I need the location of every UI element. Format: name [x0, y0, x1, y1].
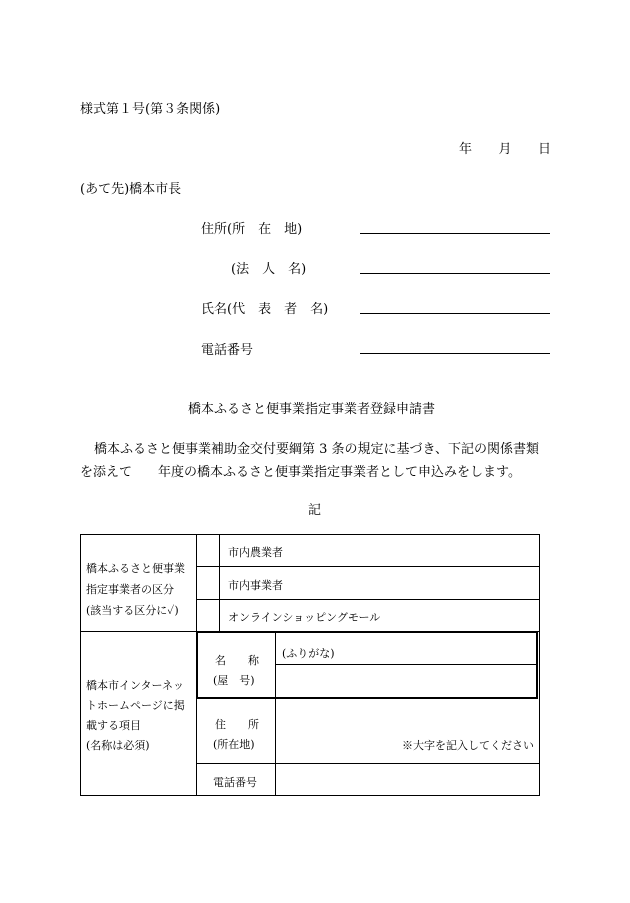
category-label: 橋本ふるさと便事業 指定事業者の区分 (該当する区分に✓)	[86, 562, 185, 617]
category-item-online-mall: オンラインショッピングモール	[228, 611, 381, 624]
table-border-bottom	[80, 795, 540, 796]
year-label: 年	[459, 142, 473, 157]
ki-label: 記	[308, 503, 322, 518]
lower-col-divider	[275, 699, 276, 796]
body-line-2: を添えて 年度の橋本ふるさと便事業指定事業者として申込みをします。	[80, 465, 521, 480]
category-row-divider-2	[196, 599, 540, 600]
day-label: 日	[537, 142, 551, 157]
representative-label: 氏名(代 表 者 名)	[201, 302, 329, 317]
phone-row-divider	[196, 763, 540, 764]
furigana-divider	[275, 664, 537, 665]
listing-label: 橋本市インターネッ トホームページに掲 載する項目 (名称は必須)	[86, 679, 185, 752]
table-border-right	[539, 534, 540, 796]
address-row-label-bottom: (所在地)	[213, 738, 255, 751]
table-border-top	[80, 534, 540, 535]
address-input-line[interactable]	[360, 233, 550, 234]
category-item-farmer: 市内農業者	[228, 546, 283, 559]
corp-name-label: (法 人 名)	[231, 262, 307, 277]
phone-label: 電話番号	[201, 343, 254, 358]
category-item-business: 市内事業者	[228, 579, 283, 592]
date-line	[459, 138, 551, 157]
name-label-bottom: (屋 号)	[213, 674, 255, 687]
corp-name-input-line[interactable]	[360, 273, 550, 274]
category-checkbox-cell-3[interactable]	[197, 600, 219, 631]
phone-input-line[interactable]	[360, 353, 550, 354]
addressee: (あて先)橋本市長	[80, 182, 182, 197]
furigana-label: (ふりがな)	[282, 647, 335, 660]
body-line-1: 橋本ふるさと便事業補助金交付要綱第 3 条の規定に基づき、下記の関係書類	[94, 442, 540, 457]
address-label: 住所(所 在 地)	[201, 222, 303, 237]
address-row-label-top: 住 所	[215, 718, 259, 731]
document-title: 橋本ふるさと便事業指定事業者登録申請書	[188, 402, 436, 417]
phone-input[interactable]	[277, 765, 537, 794]
month-label: 月	[498, 142, 512, 157]
name-col-divider	[275, 633, 276, 697]
address-input[interactable]	[277, 701, 397, 761]
name-input[interactable]	[277, 666, 535, 696]
form-number: 様式第１号(第３条関係)	[80, 102, 221, 117]
category-checkbox-cell-2[interactable]	[197, 567, 219, 599]
category-checkbox-cell-1[interactable]	[197, 535, 219, 566]
address-note: ※大字を記入してください	[402, 739, 534, 752]
category-row-divider-1	[196, 566, 540, 567]
checkbox-col-divider	[219, 534, 220, 632]
table-border-left	[80, 534, 81, 796]
phone-row-label: 電話番号	[213, 776, 257, 789]
representative-input-line[interactable]	[360, 313, 550, 314]
name-label-top: 名 称	[215, 654, 259, 667]
furigana-input[interactable]	[277, 660, 535, 664]
